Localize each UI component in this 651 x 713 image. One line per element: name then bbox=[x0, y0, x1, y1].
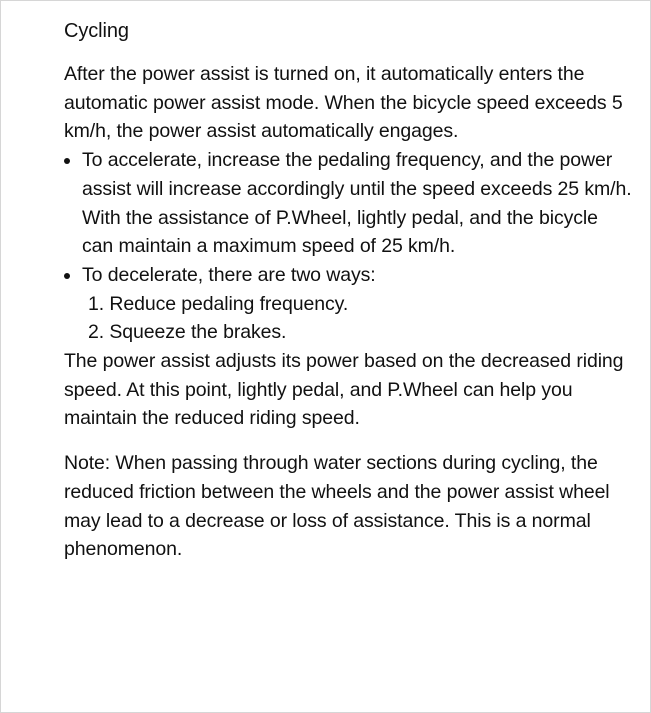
step-item: 2. Squeeze the brakes. bbox=[88, 321, 287, 344]
intro-paragraph: After the power assist is turned on, it automatically enters the automatic power assist mode. When the bicycle speed exceeds 5 km/h, the power assist automatically engages. bbox=[64, 63, 623, 143]
instruction-list bbox=[64, 146, 634, 347]
list-item-accelerate: To accelerate, increase the pedaling frequency, and the power assist will increase accordingly until the speed exceeds 25 km/h. With the assistance of P.Wheel, lightly pedal, and the bicycle can maintain a maximum speed of 25 km/h. bbox=[64, 146, 634, 261]
decelerate-steps bbox=[82, 290, 634, 347]
document-content bbox=[64, 17, 634, 564]
step-item: 1. Reduce pedaling frequency. bbox=[88, 292, 349, 315]
decelerate-label: To decelerate, there are two ways: bbox=[82, 263, 376, 286]
outro-paragraph: The power assist adjusts its power based on the decreased riding speed. At this point, lightly pedal, and P.Wheel can help you maintain the reduced riding speed. bbox=[64, 350, 624, 430]
list-item-decelerate bbox=[64, 261, 634, 347]
note-paragraph: Note: When passing through water sections during cycling, the reduced friction between the wheels and the power assist wheel may lead to a decrease or loss of assistance. This is a normal phenomenon. bbox=[64, 452, 610, 561]
section-title: Cycling bbox=[64, 20, 129, 42]
